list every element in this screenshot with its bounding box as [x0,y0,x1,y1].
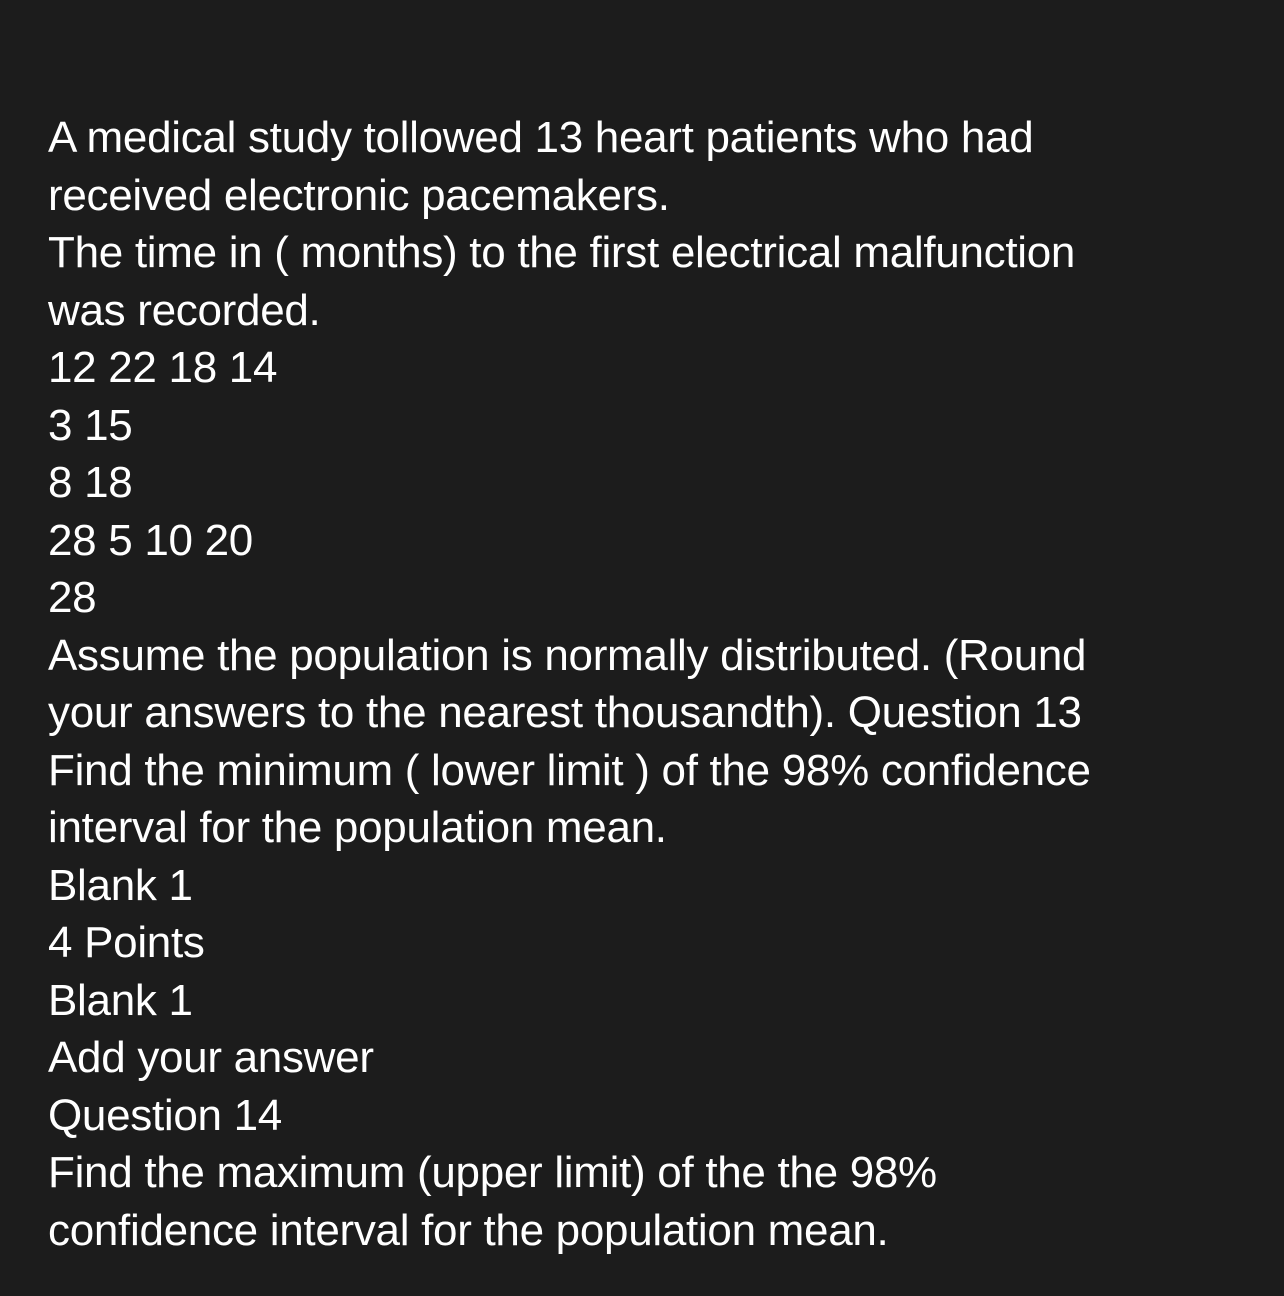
blank-label-2: Blank 1 [48,975,193,1025]
question-14-heading: Question 14 [48,1090,282,1140]
data-row-1: 12 22 18 14 [48,343,278,392]
instruction-line-2: your answers to the nearest thousandth). Question 13 [48,688,1082,737]
instruction-line-1: Assume the population is normally distributed. (Round [48,630,1087,680]
question-text-block [48,109,1248,1259]
data-row-2: 3 15 [48,400,133,450]
data-row-3: 8 18 [48,458,133,507]
points-label: 4 Points [48,918,205,967]
question-14-line-1: Find the maximum (upper limit) of the the 98% [48,1148,937,1197]
answer-placeholder: Add your answer [48,1033,374,1082]
question-14-line-2: confidence interval for the population mean. [48,1205,889,1255]
intro-line-1: A medical study tollowed 13 heart patients who had [48,113,1034,162]
question-13-line-1: Find the minimum ( lower limit ) of the 98% confidence [48,745,1091,795]
data-row-5: 28 [48,573,97,622]
blank-label: Blank 1 [48,860,193,910]
intro-line-2: received electronic pacemakers. [48,170,670,220]
question-13-line-2: interval for the population mean. [48,803,667,852]
intro-line-4: was recorded. [48,285,321,335]
intro-line-3: The time in ( months) to the first electrical malfunction [48,228,1076,277]
data-row-4: 28 5 10 20 [48,515,253,565]
